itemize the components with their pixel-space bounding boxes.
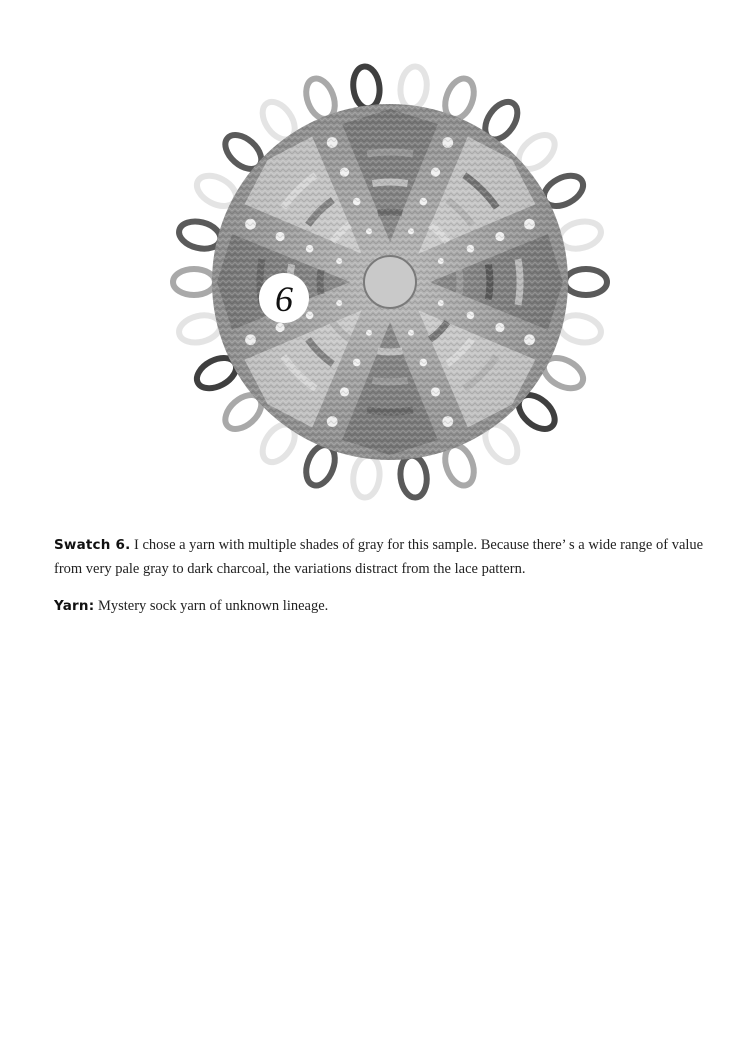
picot-loop xyxy=(398,454,429,499)
yarn-lead: Yarn: xyxy=(54,598,95,614)
picot-loop xyxy=(351,454,382,499)
picot-loop xyxy=(398,65,429,110)
picot-loop xyxy=(565,269,607,295)
swatch-caption xyxy=(54,533,704,581)
swatch-number: 6 xyxy=(275,279,293,319)
picot-loop xyxy=(351,65,382,110)
swatch-photo xyxy=(160,52,620,512)
caption-lead: Swatch 6. xyxy=(54,537,131,553)
picot-loop xyxy=(173,269,215,295)
knitted-lace-doily xyxy=(160,52,620,512)
swatch-number-badge xyxy=(259,273,309,323)
caption-text: I chose a yarn with multiple shades of gray for this sample. Because there’ s a wide range of value from very pale gray to dark charcoal, the variations distract from the lace pattern. xyxy=(54,537,704,577)
yarn-text: Mystery sock yarn of unknown lineage. xyxy=(94,598,329,614)
doily-center xyxy=(364,256,416,308)
yarn-caption xyxy=(54,594,704,618)
